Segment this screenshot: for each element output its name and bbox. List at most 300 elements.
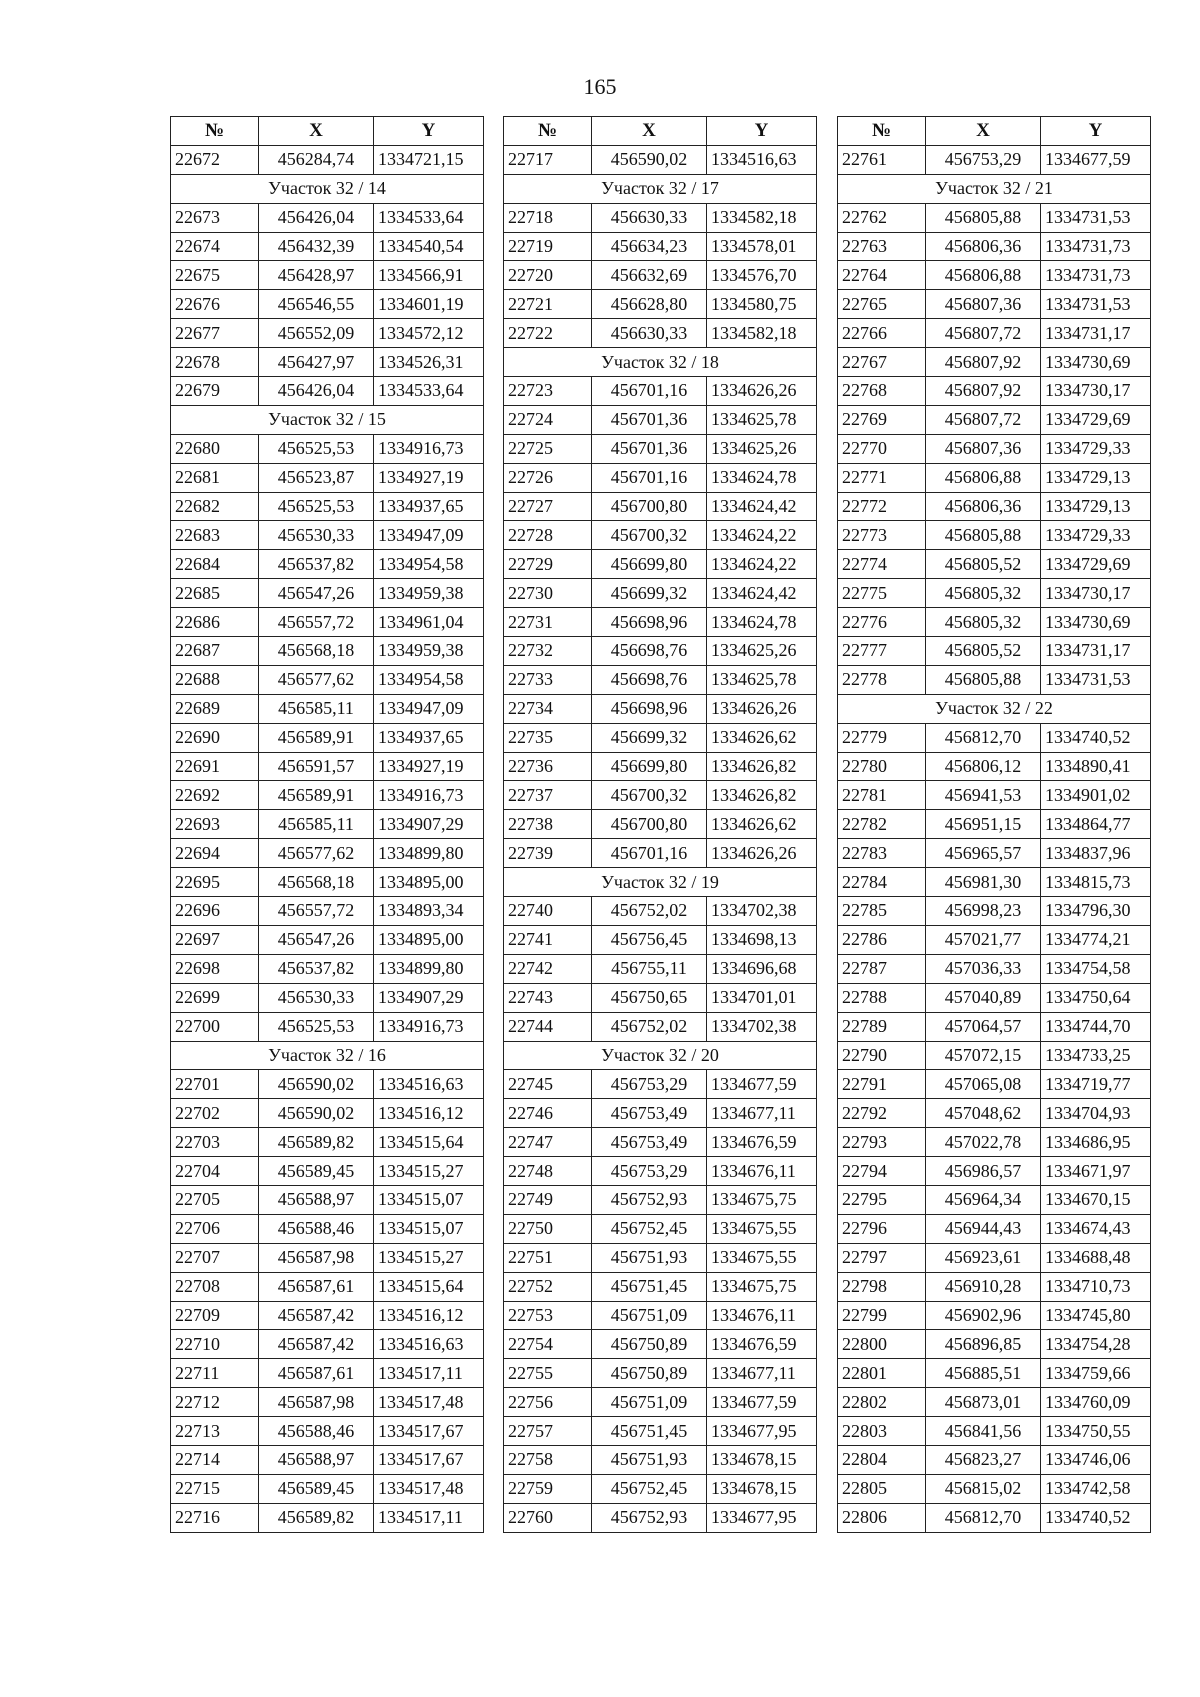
x-coordinate-cell: 456525,53 xyxy=(259,1012,374,1041)
y-coordinate-cell: 1334624,42 xyxy=(707,579,817,608)
point-number-cell: 22679 xyxy=(171,377,259,406)
x-coordinate-cell: 456699,80 xyxy=(592,752,707,781)
table-row xyxy=(504,145,817,174)
table-body xyxy=(838,145,1151,1532)
table-row xyxy=(504,1128,817,1157)
point-number-cell: 22749 xyxy=(504,1185,592,1214)
x-coordinate-cell: 456753,29 xyxy=(592,1070,707,1099)
table-row xyxy=(838,261,1151,290)
point-number-cell: 22732 xyxy=(504,637,592,666)
table-row xyxy=(171,1301,484,1330)
y-coordinate-cell: 1334729,69 xyxy=(1041,550,1151,579)
point-number-cell: 22693 xyxy=(171,810,259,839)
x-coordinate-cell: 456699,32 xyxy=(592,723,707,752)
point-number-cell: 22770 xyxy=(838,434,926,463)
table-row xyxy=(838,925,1151,954)
x-coordinate-cell: 456701,36 xyxy=(592,405,707,434)
point-number-cell: 22699 xyxy=(171,983,259,1012)
y-coordinate-cell: 1334750,55 xyxy=(1041,1417,1151,1446)
point-number-cell: 22683 xyxy=(171,521,259,550)
table-row xyxy=(838,1330,1151,1359)
x-coordinate-cell: 456841,56 xyxy=(926,1417,1041,1446)
y-coordinate-cell: 1334515,07 xyxy=(374,1214,484,1243)
x-coordinate-cell: 456981,30 xyxy=(926,868,1041,897)
section-row xyxy=(504,1041,817,1070)
y-coordinate-cell: 1334515,07 xyxy=(374,1185,484,1214)
table-row xyxy=(504,694,817,723)
y-coordinate-cell: 1334754,58 xyxy=(1041,954,1151,983)
table-row xyxy=(504,1070,817,1099)
x-coordinate-cell: 456902,96 xyxy=(926,1301,1041,1330)
point-number-cell: 22792 xyxy=(838,1099,926,1128)
y-coordinate-cell: 1334907,29 xyxy=(374,810,484,839)
point-number-cell: 22736 xyxy=(504,752,592,781)
point-number-cell: 22731 xyxy=(504,608,592,637)
table-row xyxy=(504,1330,817,1359)
table-row xyxy=(504,1157,817,1186)
table-row xyxy=(838,492,1151,521)
table-row xyxy=(838,1243,1151,1272)
x-coordinate-cell: 456588,46 xyxy=(259,1417,374,1446)
x-coordinate-cell: 456964,34 xyxy=(926,1185,1041,1214)
table-row xyxy=(171,1417,484,1446)
x-coordinate-cell: 456755,11 xyxy=(592,954,707,983)
x-coordinate-cell: 456546,55 xyxy=(259,290,374,319)
section-label: Участок 32 / 21 xyxy=(838,174,1151,203)
point-number-cell: 22697 xyxy=(171,925,259,954)
x-coordinate-cell: 456752,93 xyxy=(592,1185,707,1214)
x-coordinate-cell: 457048,62 xyxy=(926,1099,1041,1128)
y-coordinate-cell: 1334517,67 xyxy=(374,1417,484,1446)
point-number-cell: 22805 xyxy=(838,1474,926,1503)
point-number-cell: 22674 xyxy=(171,232,259,261)
y-coordinate-cell: 1334517,67 xyxy=(374,1445,484,1474)
table-row xyxy=(838,1214,1151,1243)
y-coordinate-cell: 1334899,80 xyxy=(374,954,484,983)
table-row xyxy=(838,897,1151,926)
y-coordinate-cell: 1334516,63 xyxy=(707,145,817,174)
y-coordinate-cell: 1334516,63 xyxy=(374,1070,484,1099)
point-number-cell: 22798 xyxy=(838,1272,926,1301)
point-number-cell: 22734 xyxy=(504,694,592,723)
x-coordinate-cell: 456525,53 xyxy=(259,434,374,463)
y-coordinate-cell: 1334744,70 xyxy=(1041,1012,1151,1041)
table-row xyxy=(838,348,1151,377)
y-coordinate-cell: 1334702,38 xyxy=(707,897,817,926)
x-coordinate-cell: 456577,62 xyxy=(259,665,374,694)
table-row xyxy=(504,463,817,492)
table-row xyxy=(171,723,484,752)
x-coordinate-cell: 457064,57 xyxy=(926,1012,1041,1041)
y-coordinate-cell: 1334916,73 xyxy=(374,434,484,463)
y-coordinate-cell: 1334678,15 xyxy=(707,1445,817,1474)
x-coordinate-cell: 456823,27 xyxy=(926,1445,1041,1474)
table-row xyxy=(504,1503,817,1532)
x-coordinate-cell: 456432,39 xyxy=(259,232,374,261)
table-row xyxy=(504,925,817,954)
x-coordinate-cell: 456806,12 xyxy=(926,752,1041,781)
y-coordinate-cell: 1334704,93 xyxy=(1041,1099,1151,1128)
y-coordinate-cell: 1334677,59 xyxy=(1041,145,1151,174)
point-number-cell: 22725 xyxy=(504,434,592,463)
table-row xyxy=(504,319,817,348)
table-row xyxy=(838,405,1151,434)
table-row xyxy=(504,1445,817,1474)
point-number-cell: 22750 xyxy=(504,1214,592,1243)
point-number-cell: 22791 xyxy=(838,1070,926,1099)
y-coordinate-cell: 1334895,00 xyxy=(374,868,484,897)
table-row xyxy=(171,1388,484,1417)
point-number-cell: 22751 xyxy=(504,1243,592,1272)
table-row xyxy=(171,232,484,261)
x-coordinate-cell: 456698,96 xyxy=(592,694,707,723)
coordinates-table-middle xyxy=(503,116,817,1533)
y-coordinate-cell: 1334696,68 xyxy=(707,954,817,983)
x-coordinate-cell: 456807,36 xyxy=(926,434,1041,463)
table-row xyxy=(838,232,1151,261)
y-coordinate-cell: 1334578,01 xyxy=(707,232,817,261)
point-number-cell: 22766 xyxy=(838,319,926,348)
point-number-cell: 22785 xyxy=(838,897,926,926)
x-coordinate-cell: 456807,92 xyxy=(926,377,1041,406)
x-coordinate-cell: 456589,45 xyxy=(259,1474,374,1503)
y-coordinate-cell: 1334675,75 xyxy=(707,1185,817,1214)
point-number-cell: 22723 xyxy=(504,377,592,406)
point-number-cell: 22752 xyxy=(504,1272,592,1301)
point-number-cell: 22704 xyxy=(171,1157,259,1186)
column-header-y: Y xyxy=(374,117,484,146)
x-coordinate-cell: 456752,45 xyxy=(592,1474,707,1503)
section-row xyxy=(504,174,817,203)
y-coordinate-cell: 1334676,11 xyxy=(707,1157,817,1186)
table-row xyxy=(171,1503,484,1532)
y-coordinate-cell: 1334677,59 xyxy=(707,1388,817,1417)
point-number-cell: 22748 xyxy=(504,1157,592,1186)
x-coordinate-cell: 456588,46 xyxy=(259,1214,374,1243)
x-coordinate-cell: 456585,11 xyxy=(259,810,374,839)
y-coordinate-cell: 1334759,66 xyxy=(1041,1359,1151,1388)
point-number-cell: 22728 xyxy=(504,521,592,550)
y-coordinate-cell: 1334740,52 xyxy=(1041,723,1151,752)
x-coordinate-cell: 457072,15 xyxy=(926,1041,1041,1070)
x-coordinate-cell: 456941,53 xyxy=(926,781,1041,810)
point-number-cell: 22765 xyxy=(838,290,926,319)
y-coordinate-cell: 1334719,77 xyxy=(1041,1070,1151,1099)
point-number-cell: 22726 xyxy=(504,463,592,492)
table-row xyxy=(504,810,817,839)
y-coordinate-cell: 1334624,22 xyxy=(707,521,817,550)
section-label: Участок 32 / 16 xyxy=(171,1041,484,1070)
point-number-cell: 22794 xyxy=(838,1157,926,1186)
table-row xyxy=(838,839,1151,868)
table-row xyxy=(504,723,817,752)
point-number-cell: 22801 xyxy=(838,1359,926,1388)
point-number-cell: 22730 xyxy=(504,579,592,608)
table-row xyxy=(838,1301,1151,1330)
point-number-cell: 22687 xyxy=(171,637,259,666)
x-coordinate-cell: 456701,16 xyxy=(592,463,707,492)
point-number-cell: 22764 xyxy=(838,261,926,290)
y-coordinate-cell: 1334729,33 xyxy=(1041,434,1151,463)
table-row xyxy=(171,579,484,608)
y-coordinate-cell: 1334731,53 xyxy=(1041,290,1151,319)
table-row xyxy=(838,1070,1151,1099)
x-coordinate-cell: 456557,72 xyxy=(259,897,374,926)
table-row xyxy=(171,1214,484,1243)
y-coordinate-cell: 1334517,48 xyxy=(374,1388,484,1417)
x-coordinate-cell: 456751,09 xyxy=(592,1388,707,1417)
y-coordinate-cell: 1334515,64 xyxy=(374,1272,484,1301)
y-coordinate-cell: 1334566,91 xyxy=(374,261,484,290)
y-coordinate-cell: 1334729,69 xyxy=(1041,405,1151,434)
table-row xyxy=(171,897,484,926)
table-row xyxy=(171,1474,484,1503)
section-row xyxy=(838,694,1151,723)
y-coordinate-cell: 1334961,04 xyxy=(374,608,484,637)
y-coordinate-cell: 1334582,18 xyxy=(707,319,817,348)
point-number-cell: 22708 xyxy=(171,1272,259,1301)
x-coordinate-cell: 456815,02 xyxy=(926,1474,1041,1503)
table-row xyxy=(838,781,1151,810)
table-row xyxy=(171,1359,484,1388)
point-number-cell: 22717 xyxy=(504,145,592,174)
x-coordinate-cell: 456750,89 xyxy=(592,1359,707,1388)
point-number-cell: 22702 xyxy=(171,1099,259,1128)
column-header-number: № xyxy=(838,117,926,146)
point-number-cell: 22789 xyxy=(838,1012,926,1041)
point-number-cell: 22691 xyxy=(171,752,259,781)
table-row xyxy=(171,694,484,723)
point-number-cell: 22695 xyxy=(171,868,259,897)
x-coordinate-cell: 456807,72 xyxy=(926,319,1041,348)
table-row xyxy=(838,377,1151,406)
y-coordinate-cell: 1334677,95 xyxy=(707,1503,817,1532)
point-number-cell: 22754 xyxy=(504,1330,592,1359)
y-coordinate-cell: 1334572,12 xyxy=(374,319,484,348)
coordinates-table-right xyxy=(837,116,1151,1533)
table-body xyxy=(504,145,817,1532)
x-coordinate-cell: 456951,15 xyxy=(926,810,1041,839)
x-coordinate-cell: 456896,85 xyxy=(926,1330,1041,1359)
table-row xyxy=(504,954,817,983)
point-number-cell: 22793 xyxy=(838,1128,926,1157)
section-label: Участок 32 / 17 xyxy=(504,174,817,203)
point-number-cell: 22799 xyxy=(838,1301,926,1330)
point-number-cell: 22802 xyxy=(838,1388,926,1417)
table-row xyxy=(838,868,1151,897)
y-coordinate-cell: 1334674,43 xyxy=(1041,1214,1151,1243)
x-coordinate-cell: 456577,62 xyxy=(259,839,374,868)
y-coordinate-cell: 1334754,28 xyxy=(1041,1330,1151,1359)
point-number-cell: 22675 xyxy=(171,261,259,290)
x-coordinate-cell: 456751,93 xyxy=(592,1243,707,1272)
point-number-cell: 22688 xyxy=(171,665,259,694)
point-number-cell: 22790 xyxy=(838,1041,926,1070)
point-number-cell: 22715 xyxy=(171,1474,259,1503)
table-row xyxy=(838,1445,1151,1474)
x-coordinate-cell: 456806,88 xyxy=(926,261,1041,290)
table-row xyxy=(171,1445,484,1474)
x-coordinate-cell: 456805,52 xyxy=(926,550,1041,579)
x-coordinate-cell: 456751,45 xyxy=(592,1417,707,1446)
table-row xyxy=(504,203,817,232)
x-coordinate-cell: 456805,88 xyxy=(926,521,1041,550)
table-row xyxy=(838,1388,1151,1417)
coordinates-table-left xyxy=(170,116,484,1533)
point-number-cell: 22733 xyxy=(504,665,592,694)
y-coordinate-cell: 1334576,70 xyxy=(707,261,817,290)
table-row xyxy=(838,290,1151,319)
point-number-cell: 22713 xyxy=(171,1417,259,1446)
x-coordinate-cell: 456630,33 xyxy=(592,319,707,348)
y-coordinate-cell: 1334899,80 xyxy=(374,839,484,868)
y-coordinate-cell: 1334895,00 xyxy=(374,925,484,954)
table-body xyxy=(171,145,484,1532)
table-row xyxy=(171,1157,484,1186)
y-coordinate-cell: 1334954,58 xyxy=(374,665,484,694)
y-coordinate-cell: 1334954,58 xyxy=(374,550,484,579)
point-number-cell: 22737 xyxy=(504,781,592,810)
table-row xyxy=(504,405,817,434)
column-header-x: X xyxy=(259,117,374,146)
y-coordinate-cell: 1334526,31 xyxy=(374,348,484,377)
point-number-cell: 22803 xyxy=(838,1417,926,1446)
point-number-cell: 22684 xyxy=(171,550,259,579)
y-coordinate-cell: 1334626,26 xyxy=(707,694,817,723)
point-number-cell: 22771 xyxy=(838,463,926,492)
point-number-cell: 22783 xyxy=(838,839,926,868)
point-number-cell: 22735 xyxy=(504,723,592,752)
table-row xyxy=(838,983,1151,1012)
table-row xyxy=(504,579,817,608)
y-coordinate-cell: 1334516,63 xyxy=(374,1330,484,1359)
y-coordinate-cell: 1334516,12 xyxy=(374,1099,484,1128)
x-coordinate-cell: 456590,02 xyxy=(592,145,707,174)
y-coordinate-cell: 1334515,27 xyxy=(374,1157,484,1186)
x-coordinate-cell: 456700,32 xyxy=(592,781,707,810)
point-number-cell: 22779 xyxy=(838,723,926,752)
x-coordinate-cell: 456752,02 xyxy=(592,897,707,926)
table-row xyxy=(171,810,484,839)
table-row xyxy=(838,1099,1151,1128)
point-number-cell: 22795 xyxy=(838,1185,926,1214)
point-number-cell: 22780 xyxy=(838,752,926,781)
x-coordinate-cell: 456750,89 xyxy=(592,1330,707,1359)
x-coordinate-cell: 456698,96 xyxy=(592,608,707,637)
point-number-cell: 22741 xyxy=(504,925,592,954)
x-coordinate-cell: 456284,74 xyxy=(259,145,374,174)
x-coordinate-cell: 456805,88 xyxy=(926,665,1041,694)
x-coordinate-cell: 456537,82 xyxy=(259,954,374,983)
x-coordinate-cell: 456753,29 xyxy=(926,145,1041,174)
point-number-cell: 22755 xyxy=(504,1359,592,1388)
x-coordinate-cell: 456699,32 xyxy=(592,579,707,608)
point-number-cell: 22753 xyxy=(504,1301,592,1330)
y-coordinate-cell: 1334675,55 xyxy=(707,1243,817,1272)
x-coordinate-cell: 456753,49 xyxy=(592,1099,707,1128)
y-coordinate-cell: 1334730,69 xyxy=(1041,608,1151,637)
x-coordinate-cell: 456752,93 xyxy=(592,1503,707,1532)
y-coordinate-cell: 1334916,73 xyxy=(374,781,484,810)
x-coordinate-cell: 457021,77 xyxy=(926,925,1041,954)
y-coordinate-cell: 1334671,97 xyxy=(1041,1157,1151,1186)
x-coordinate-cell: 456589,82 xyxy=(259,1503,374,1532)
y-coordinate-cell: 1334625,78 xyxy=(707,405,817,434)
table-row xyxy=(504,1388,817,1417)
table-row xyxy=(171,261,484,290)
point-number-cell: 22680 xyxy=(171,434,259,463)
x-coordinate-cell: 456590,02 xyxy=(259,1099,374,1128)
y-coordinate-cell: 1334774,21 xyxy=(1041,925,1151,954)
y-coordinate-cell: 1334624,78 xyxy=(707,608,817,637)
table-row xyxy=(838,1359,1151,1388)
point-number-cell: 22724 xyxy=(504,405,592,434)
table-row xyxy=(838,1157,1151,1186)
section-label: Участок 32 / 20 xyxy=(504,1041,817,1070)
y-coordinate-cell: 1334710,73 xyxy=(1041,1272,1151,1301)
table-row xyxy=(171,954,484,983)
table-row xyxy=(838,145,1151,174)
table-row xyxy=(838,954,1151,983)
y-coordinate-cell: 1334533,64 xyxy=(374,377,484,406)
table-row xyxy=(838,752,1151,781)
y-coordinate-cell: 1334937,65 xyxy=(374,492,484,521)
table-row xyxy=(171,839,484,868)
y-coordinate-cell: 1334721,15 xyxy=(374,145,484,174)
x-coordinate-cell: 456805,32 xyxy=(926,608,1041,637)
table-row xyxy=(838,665,1151,694)
x-coordinate-cell: 456805,88 xyxy=(926,203,1041,232)
table-row xyxy=(504,1417,817,1446)
y-coordinate-cell: 1334733,25 xyxy=(1041,1041,1151,1070)
table-row xyxy=(838,203,1151,232)
column-header-y: Y xyxy=(707,117,817,146)
point-number-cell: 22806 xyxy=(838,1503,926,1532)
table-row xyxy=(504,781,817,810)
table-row xyxy=(838,810,1151,839)
y-coordinate-cell: 1334730,69 xyxy=(1041,348,1151,377)
y-coordinate-cell: 1334864,77 xyxy=(1041,810,1151,839)
table-row xyxy=(838,1474,1151,1503)
y-coordinate-cell: 1334626,26 xyxy=(707,377,817,406)
y-coordinate-cell: 1334750,64 xyxy=(1041,983,1151,1012)
x-coordinate-cell: 456752,45 xyxy=(592,1214,707,1243)
table-row xyxy=(838,723,1151,752)
y-coordinate-cell: 1334624,78 xyxy=(707,463,817,492)
point-number-cell: 22686 xyxy=(171,608,259,637)
x-coordinate-cell: 456588,97 xyxy=(259,1445,374,1474)
x-coordinate-cell: 456885,51 xyxy=(926,1359,1041,1388)
table-row xyxy=(171,377,484,406)
point-number-cell: 22703 xyxy=(171,1128,259,1157)
table-row xyxy=(504,1272,817,1301)
point-number-cell: 22698 xyxy=(171,954,259,983)
table-row xyxy=(171,319,484,348)
y-coordinate-cell: 1334670,15 xyxy=(1041,1185,1151,1214)
table-row xyxy=(171,1012,484,1041)
y-coordinate-cell: 1334676,59 xyxy=(707,1128,817,1157)
y-coordinate-cell: 1334901,02 xyxy=(1041,781,1151,810)
column-header-y: Y xyxy=(1041,117,1151,146)
x-coordinate-cell: 456805,52 xyxy=(926,637,1041,666)
x-coordinate-cell: 456590,02 xyxy=(259,1070,374,1099)
x-coordinate-cell: 456552,09 xyxy=(259,319,374,348)
x-coordinate-cell: 456700,80 xyxy=(592,492,707,521)
point-number-cell: 22714 xyxy=(171,1445,259,1474)
section-row xyxy=(171,174,484,203)
point-number-cell: 22722 xyxy=(504,319,592,348)
table-row xyxy=(838,521,1151,550)
